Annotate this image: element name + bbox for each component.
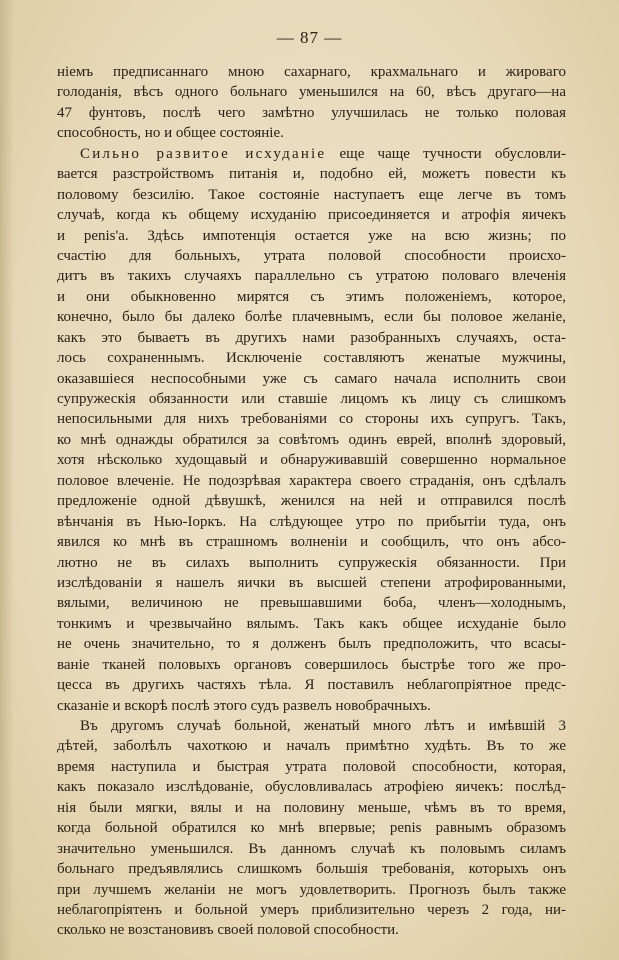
text-line: какъ это бываетъ въ другихъ нами разобранныхъ случаяхъ, оста-	[57, 329, 566, 346]
text-line: лось сохраненнымъ. Исключеніе составляютъ женатые мужчины,	[57, 350, 566, 367]
body-text	[57, 62, 566, 941]
text-line: случаѣ, когда къ общему исхуданію присоединяется и атрофія яичекъ	[57, 207, 566, 224]
text-line: ко мнѣ однажды обратился за совѣтомъ одинъ еврей, вполнѣ здоровый,	[57, 431, 566, 448]
text-line: явился ко мнѣ въ страшномъ волненіи и сообщилъ, что онъ абсо-	[57, 534, 566, 551]
text-line: вялыми, величиною не превышавшими боба, членъ—холоднымъ,	[57, 595, 566, 612]
text-line: половому безсилію. Такое состояніе наступаетъ еще легче въ томъ	[57, 186, 566, 203]
text-line: половое влеченіе. Не подозрѣвая характера своего страданія, онъ сдѣлалъ	[57, 472, 566, 489]
text-line: хотя нѣсколько худощавый и обнаруживавшій совершенно нормальное	[57, 452, 566, 469]
text-line: значительно уменьшился. Въ данномъ случаѣ къ половымъ силамъ	[57, 840, 566, 857]
text-line: лютно не въ силахъ выполнить супружескія обязанности. При	[57, 554, 566, 571]
text-line: 47 фунтовъ, послѣ чего замѣтно улучшилась не только половая	[57, 104, 566, 121]
text-line: какъ показало изслѣдованіе, обусловливалась атрофіею яичекъ: послѣд-	[57, 779, 566, 796]
text-line: неблагопріятенъ и больной умеръ приблизительно черезъ 2 года, ни-	[57, 901, 566, 918]
text-line: когда больной обратился ко мнѣ впервые; penis равнымъ образомъ	[57, 820, 566, 837]
text-line: сколько не возстановивъ своей половой способности.	[57, 922, 399, 939]
text-line: оказавшіеся неспособными уже съ самаго начала исполнить свои	[57, 370, 566, 387]
text-line: способность, но и общее состояніе.	[57, 125, 284, 142]
text-line: больнаго предъявлялись слишкомъ большія требованія, которыхъ онъ	[57, 861, 566, 878]
text-line: Въ другомъ случаѣ больной, женатый много лѣтъ и имѣвшій 3	[80, 718, 566, 734]
text-line: конечно, было бы далеко болѣе плачевнымъ, если бы половое желаніе,	[57, 309, 566, 326]
page-number: — 87 —	[276, 28, 343, 47]
text-line: Сильно развитое исхуданіе еще чаще тучности обусловли-	[80, 145, 567, 162]
text-line: непосильными для нихъ требованіями со стороны ихъ супругъ. Такъ,	[57, 411, 566, 428]
text-line: не очень значительно, то я долженъ былъ предположить, что всасы-	[57, 636, 566, 653]
text-line: супружескія обязанности или ставшіе лицомъ къ лицу съ слишкомъ	[57, 391, 566, 407]
text-line: нія были мягки, вялы и на половину меньше, чѣмъ въ то время,	[57, 799, 566, 816]
page-spine-shadow	[0, 0, 14, 960]
text-line: вѣнчанія въ Нью-Іоркъ. На слѣдующее утро по прибытіи туда, онъ	[57, 513, 566, 530]
text-line: тонкимъ и чрезвычайно вялымъ. Такъ какъ общее исхуданіе было	[57, 615, 566, 632]
text-line: счастію для больныхъ, утрата половой способности происхо-	[57, 247, 566, 264]
text-line: и penis'а. Здѣсь импотенція остается уже на всю жизнь; по	[57, 227, 566, 244]
text-line: голоданія, вѣсъ одного больнаго уменьшился на 60, вѣсъ другаго—на	[57, 84, 566, 101]
text-line: ніемъ предписаннаго мною сахарнаго, крахмальнаго и жироваго	[57, 64, 566, 80]
text-line: вается разстройствомъ питанія и, подобно ей, можетъ повести къ	[57, 166, 566, 183]
text-line: сказаніе и вскорѣ послѣ этого судъ развелъ новобрачныхъ.	[57, 697, 431, 714]
text-line: изслѣдованіи я нашелъ яички въ высшей степени атрофированными,	[57, 574, 566, 591]
text-line: предложеніе одной дѣвушкѣ, женился на ней и отправился послѣ	[57, 493, 566, 510]
spaced-emphasis: Сильно развитое исхуданіе	[80, 145, 327, 162]
text-line: цесса въ другихъ частяхъ тѣла. Я поставилъ неблагопріятное предс-	[57, 677, 566, 694]
text-line: при лучшемъ желаніи не могъ удовлетворить. Прогнозъ былъ также	[57, 881, 566, 898]
text-line: ваніе тканей половыхъ органовъ совершилось быстрѣе того же про-	[57, 656, 566, 673]
text-line: дѣтей, заболѣлъ чахоткою и началъ примѣтно худѣть. Въ то же	[57, 738, 566, 755]
text-line: и они обыкновенно мирятся съ этимъ положеніемъ, которое,	[57, 288, 566, 305]
text-line: дитъ въ такихъ случаяхъ параллельно съ утратою половаго влеченія	[57, 268, 566, 285]
text-line: время наступила и быстрая утрата половой способности, которая,	[57, 758, 566, 775]
